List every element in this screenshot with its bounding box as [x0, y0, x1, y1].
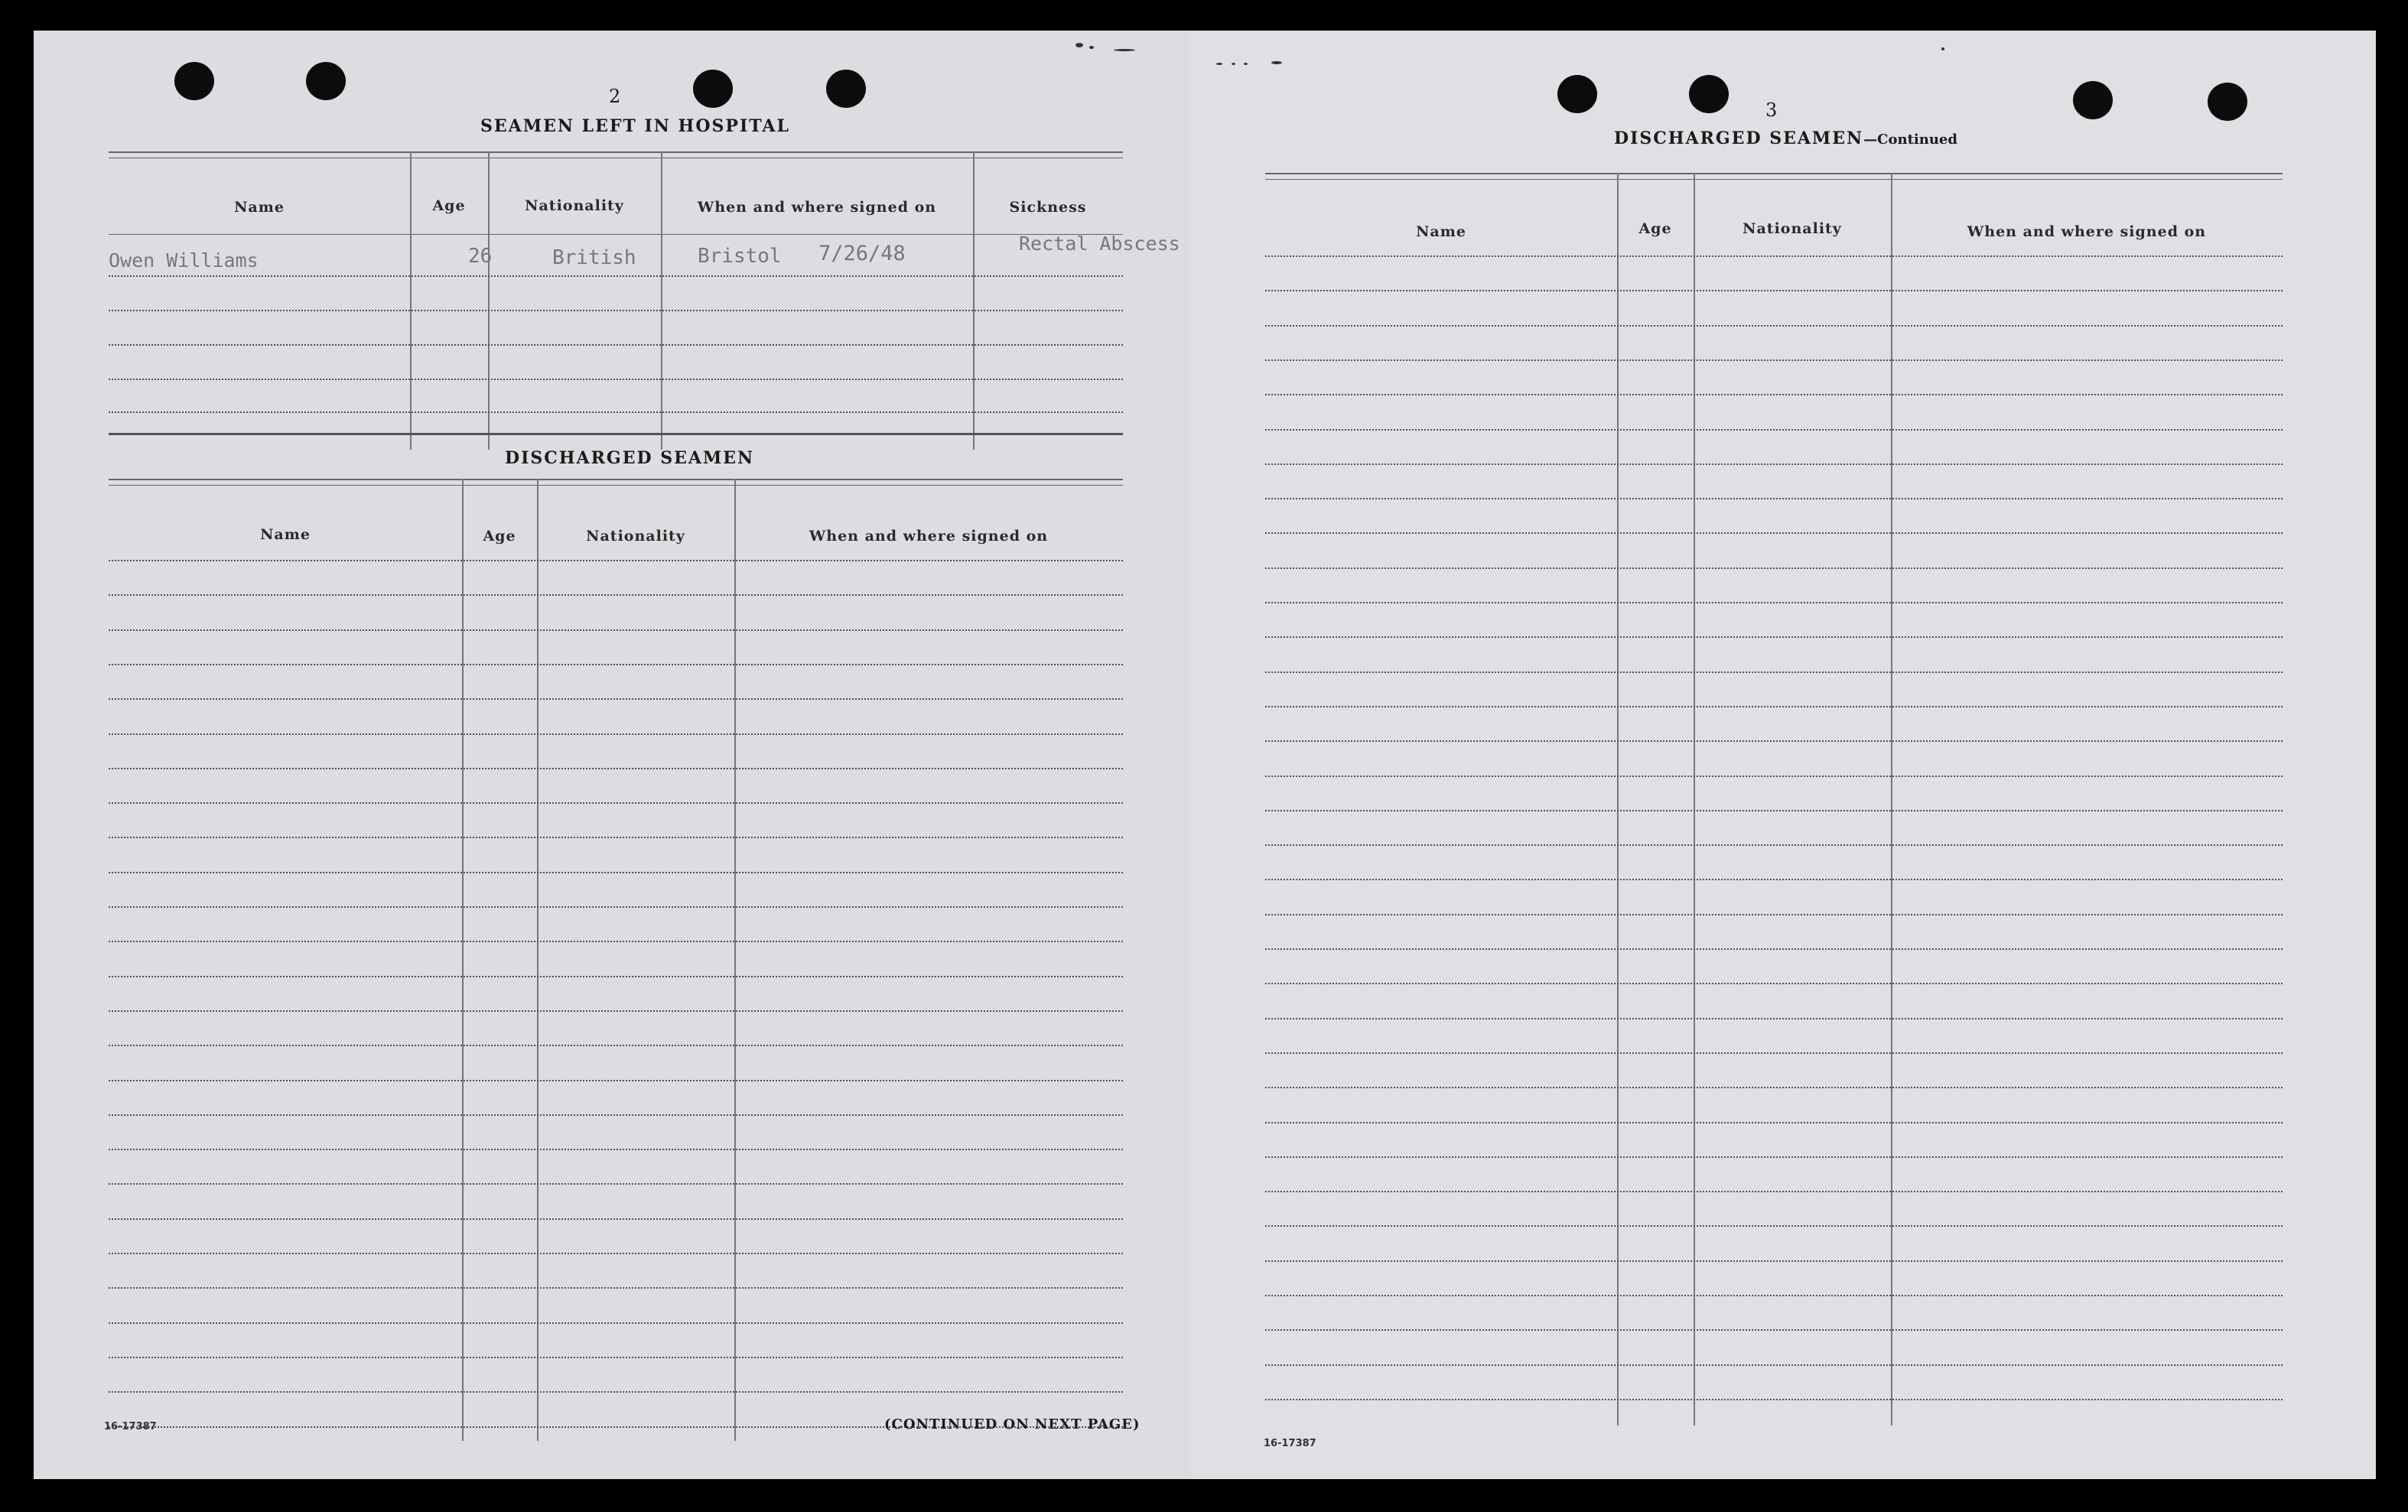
punch-hole	[2073, 81, 2113, 119]
blank-row-line	[1265, 567, 2283, 569]
col-header-nationality: Nationality	[1743, 220, 1842, 237]
blank-row-line	[1265, 671, 2283, 673]
discharged-continued-table	[1265, 173, 2283, 1426]
blank-row-line	[109, 872, 1123, 873]
blank-row-line	[109, 629, 1123, 631]
discharged-title: DISCHARGED SEAMEN	[505, 448, 755, 468]
entry-signed-place: Bristol	[698, 245, 782, 268]
blank-row-line	[1265, 983, 2283, 984]
section-divider	[109, 433, 1123, 435]
punch-hole	[826, 70, 866, 108]
blank-row-line	[1265, 844, 2283, 846]
blank-row-line	[109, 1253, 1123, 1254]
blank-row-line	[109, 941, 1123, 942]
punch-hole	[306, 62, 346, 100]
col-header-signed-on: When and where signed on	[697, 199, 937, 216]
blank-row-line	[1265, 1018, 2283, 1019]
blank-row-line	[1265, 325, 2283, 327]
blank-row-line	[1265, 706, 2283, 707]
col-header-age: Age	[1638, 220, 1672, 237]
col-header-age: Age	[432, 197, 466, 214]
blank-row-line	[109, 1080, 1123, 1081]
punch-hole	[1557, 75, 1597, 113]
blank-row-line	[109, 906, 1123, 908]
entry-sickness: Rectal Abscess	[1019, 232, 1180, 255]
blank-row-line	[109, 1149, 1123, 1150]
blank-row-line	[109, 1391, 1123, 1393]
blank-row-line	[109, 560, 1123, 561]
blank-row-line	[109, 664, 1123, 665]
title-text: DISCHARGED SEAMEN	[1614, 128, 1864, 148]
entry-name: Owen Williams	[109, 249, 259, 272]
col-header-signed-on: When and where signed on	[809, 528, 1049, 545]
blank-row-line	[1265, 1087, 2283, 1088]
blank-row-line	[1265, 429, 2283, 431]
blank-row-line	[109, 594, 1123, 596]
col-header-name: Name	[1416, 223, 1466, 240]
punch-hole	[693, 70, 733, 108]
blank-row-line	[109, 698, 1123, 700]
blank-row-line	[1265, 498, 2283, 499]
entry-signed-date: 7/26/48	[818, 242, 906, 265]
blank-row-line	[109, 1183, 1123, 1185]
blank-row-line	[1265, 1122, 2283, 1123]
blank-row-line	[1265, 359, 2283, 361]
blank-row-line	[1265, 1191, 2283, 1192]
blank-row-line	[1265, 1364, 2283, 1366]
hospital-table	[109, 151, 1180, 450]
continued-note: (CONTINUED ON NEXT PAGE)	[884, 1416, 1141, 1432]
blank-row-line	[109, 1218, 1123, 1220]
blank-row-line	[1265, 636, 2283, 638]
blank-row-line	[109, 733, 1123, 735]
blank-row-line	[1265, 948, 2283, 950]
col-header-nationality: Nationality	[586, 528, 685, 545]
page-number: 3	[1765, 99, 1778, 121]
blank-row-line	[1265, 290, 2283, 291]
blank-row-line	[1265, 810, 2283, 811]
punch-hole	[2208, 83, 2247, 121]
blank-row-line	[1265, 1156, 2283, 1158]
col-header-age: Age	[483, 528, 516, 545]
col-header-sickness: Sickness	[1009, 199, 1087, 216]
form-number: 16-17387	[1264, 1438, 1316, 1449]
blank-row-line	[109, 1322, 1123, 1324]
blank-row-line	[109, 837, 1123, 838]
blank-row-line	[1265, 1295, 2283, 1296]
left-page	[34, 31, 1192, 1479]
discharged-continued-title	[1614, 128, 1957, 148]
blank-row-line	[1265, 394, 2283, 395]
col-header-name: Name	[234, 199, 285, 216]
blank-row-line	[1265, 1225, 2283, 1227]
blank-row-line	[1265, 914, 2283, 915]
blank-row-line	[109, 1010, 1123, 1012]
entry-nationality: British	[552, 246, 636, 269]
blank-row-line	[1265, 1260, 2283, 1262]
form-number: 16-17387	[104, 1421, 157, 1432]
blank-row-line	[109, 976, 1123, 977]
blank-row-line	[1265, 740, 2283, 742]
col-header-nationality: Nationality	[525, 197, 624, 214]
discharged-table	[109, 479, 1123, 1441]
entry-age: 26	[468, 245, 493, 268]
title-suffix: —Continued	[1863, 132, 1957, 148]
blank-row-line	[109, 768, 1123, 769]
blank-row-line	[109, 1357, 1123, 1358]
col-header-name: Name	[260, 526, 311, 543]
blank-row-line	[109, 802, 1123, 804]
blank-row-line	[109, 1287, 1123, 1289]
punch-hole	[1689, 75, 1729, 113]
blank-row-line	[1265, 1052, 2283, 1054]
hospital-title: SEAMEN LEFT IN HOSPITAL	[480, 116, 790, 136]
right-page	[1190, 31, 2376, 1479]
blank-row-line	[1265, 1329, 2283, 1331]
blank-row-line	[1265, 463, 2283, 465]
col-header-signed-on: When and where signed on	[1967, 223, 2207, 240]
blank-row-line	[1265, 879, 2283, 880]
blank-row-line	[1265, 532, 2283, 534]
punch-hole	[174, 62, 214, 100]
blank-row-line	[109, 1114, 1123, 1116]
blank-row-line	[1265, 255, 2283, 257]
blank-row-line	[109, 1045, 1123, 1046]
blank-row-line	[1265, 776, 2283, 777]
blank-row-line	[1265, 1399, 2283, 1400]
blank-row-line	[1265, 602, 2283, 603]
page-number: 2	[609, 86, 621, 107]
